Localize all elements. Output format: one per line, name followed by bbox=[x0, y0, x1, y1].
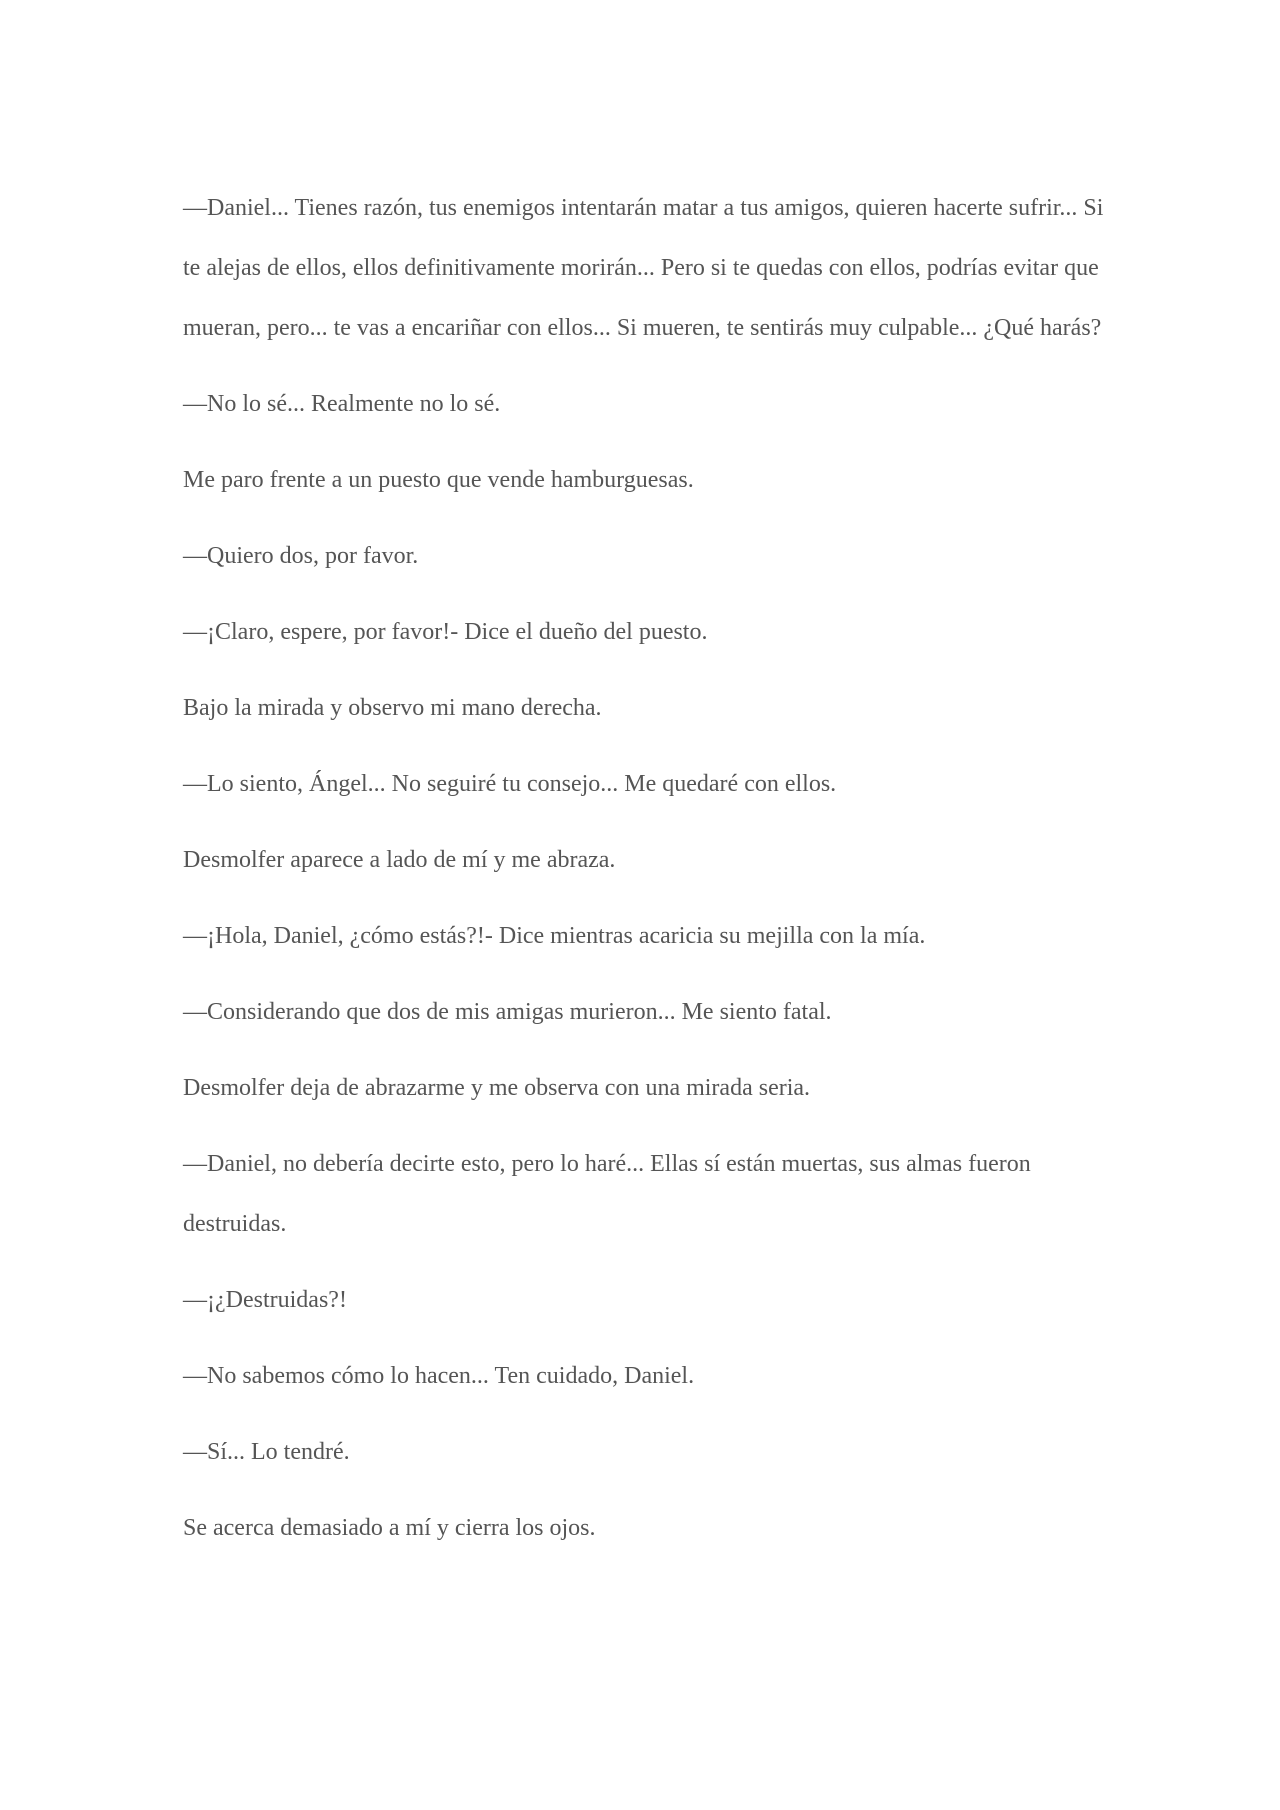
paragraph-6: Bajo la mirada y observo mi mano derecha. bbox=[183, 695, 602, 721]
paragraph-13: —¡¿Destruidas?! bbox=[183, 1287, 347, 1313]
document-body bbox=[183, 178, 1108, 1574]
paragraph-8: Desmolfer aparece a lado de mí y me abraza. bbox=[183, 847, 616, 873]
paragraph-12: —Daniel, no debería decirte esto, pero lo haré... Ellas sí están muertas, sus almas fueron destruidas. bbox=[183, 1151, 1031, 1237]
paragraph-9: —¡Hola, Daniel, ¿cómo estás?!- Dice mientras acaricia su mejilla con la mía. bbox=[183, 923, 926, 949]
paragraph-7: —Lo siento, Ángel... No seguiré tu consejo... Me quedaré con ellos. bbox=[183, 771, 837, 797]
paragraph-10: —Considerando que dos de mis amigas murieron... Me siento fatal. bbox=[183, 999, 832, 1025]
paragraph-11: Desmolfer deja de abrazarme y me observa con una mirada seria. bbox=[183, 1075, 811, 1101]
paragraph-1: —Daniel... Tienes razón, tus enemigos intentarán matar a tus amigos, quieren hacerte sufrir... Si te alejas de ellos, ellos definitivamente morirán... Pero si te quedas con ellos, podrías evitar que mueran, pero... te vas a encariñar con ellos... Si mueren, te sentirás muy culpable... ¿Qué harás? bbox=[183, 195, 1104, 341]
paragraph-15: —Sí... Lo tendré. bbox=[183, 1439, 350, 1465]
paragraph-14: —No sabemos cómo lo hacen... Ten cuidado, Daniel. bbox=[183, 1363, 695, 1389]
paragraph-4: —Quiero dos, por favor. bbox=[183, 543, 419, 569]
paragraph-16: Se acerca demasiado a mí y cierra los ojos. bbox=[183, 1515, 596, 1541]
paragraph-5: —¡Claro, espere, por favor!- Dice el dueño del puesto. bbox=[183, 619, 708, 645]
paragraph-2: —No lo sé... Realmente no lo sé. bbox=[183, 391, 501, 417]
paragraph-3: Me paro frente a un puesto que vende hamburguesas. bbox=[183, 467, 694, 493]
